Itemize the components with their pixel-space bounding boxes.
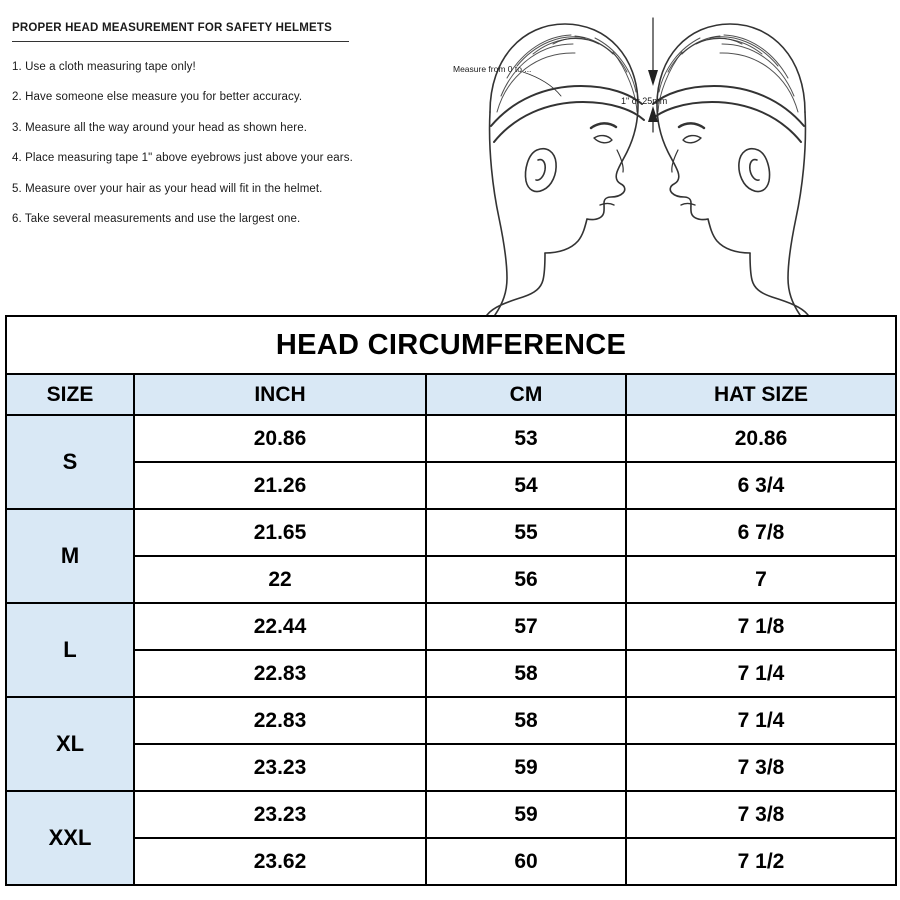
header-hat-size: HAT SIZE [626,374,896,415]
instructions-list [12,22,392,225]
table-title-row [6,316,896,374]
cell-hat: 7 [626,556,896,603]
table-row [6,791,896,838]
cell-inch: 21.26 [134,462,426,509]
table-row [6,603,896,650]
instruction-item-5: 5. Measure over your hair as your head will fit in the helmet. [12,182,323,195]
head-right-profile [657,24,808,315]
instruction-item-2: 2. Have someone else measure you for better accuracy. [12,91,303,103]
table-title: HEAD CIRCUMFERENCE [6,316,896,374]
cell-inch: 20.86 [134,415,426,462]
table-row [6,650,896,697]
cell-hat: 7 1/4 [626,697,896,744]
cell-inch: 21.65 [134,509,426,556]
table-row [6,744,896,791]
table-row [6,697,896,744]
instruction-item-6: 6. Take several measurements and use the largest one. [12,213,301,225]
cell-hat: 20.86 [626,415,896,462]
measuring-tape-right [651,86,804,142]
cell-hat: 7 3/8 [626,744,896,791]
cell-hat: 6 3/4 [626,462,896,509]
cell-inch: 23.23 [134,791,426,838]
instruction-item-4: 4. Place measuring tape 1" above eyebrows just above your ears. [12,152,353,164]
cell-cm: 55 [426,509,626,556]
table-row [6,838,896,885]
size-label-l: L [6,603,134,697]
table-row [6,556,896,603]
table-row [6,415,896,462]
cell-cm: 59 [426,791,626,838]
cell-cm: 57 [426,603,626,650]
size-table-wrapper [5,315,895,886]
cell-hat: 6 7/8 [626,509,896,556]
cell-hat: 7 1/8 [626,603,896,650]
instructions-title: PROPER HEAD MEASUREMENT FOR SAFETY HELMETS [12,22,349,42]
table-row [6,462,896,509]
header-inch: INCH [134,374,426,415]
cell-inch: 22.83 [134,650,426,697]
size-label-xxl: XXL [6,791,134,885]
cell-cm: 53 [426,415,626,462]
cell-hat: 7 3/8 [626,791,896,838]
table-header-row [6,374,896,415]
cell-cm: 54 [426,462,626,509]
gap-dimension-label: 1" or 25mm [621,96,668,106]
cell-cm: 58 [426,650,626,697]
size-label-xl: XL [6,697,134,791]
instruction-item-3: 3. Measure all the way around your head as shown here. [12,121,307,134]
head-circumference-table [5,315,897,886]
cell-cm: 59 [426,744,626,791]
size-label-s: S [6,415,134,509]
table-row [6,509,896,556]
head-diagram-svg [395,0,900,315]
measuring-tape-left [491,86,644,142]
measure-from-label: Measure from 0 to ... [453,64,532,74]
cell-inch: 22 [134,556,426,603]
cell-inch: 22.44 [134,603,426,650]
cell-inch: 23.62 [134,838,426,885]
header-cm: CM [426,374,626,415]
instruction-item-1: 1. Use a cloth measuring tape only! [12,60,196,73]
header-size: SIZE [6,374,134,415]
size-label-m: M [6,509,134,603]
head-measurement-diagram [395,0,900,315]
cell-hat: 7 1/4 [626,650,896,697]
cell-cm: 56 [426,556,626,603]
cell-inch: 22.83 [134,697,426,744]
instructions-panel [0,0,900,315]
cell-inch: 23.23 [134,744,426,791]
cell-cm: 58 [426,697,626,744]
cell-cm: 60 [426,838,626,885]
cell-hat: 7 1/2 [626,838,896,885]
